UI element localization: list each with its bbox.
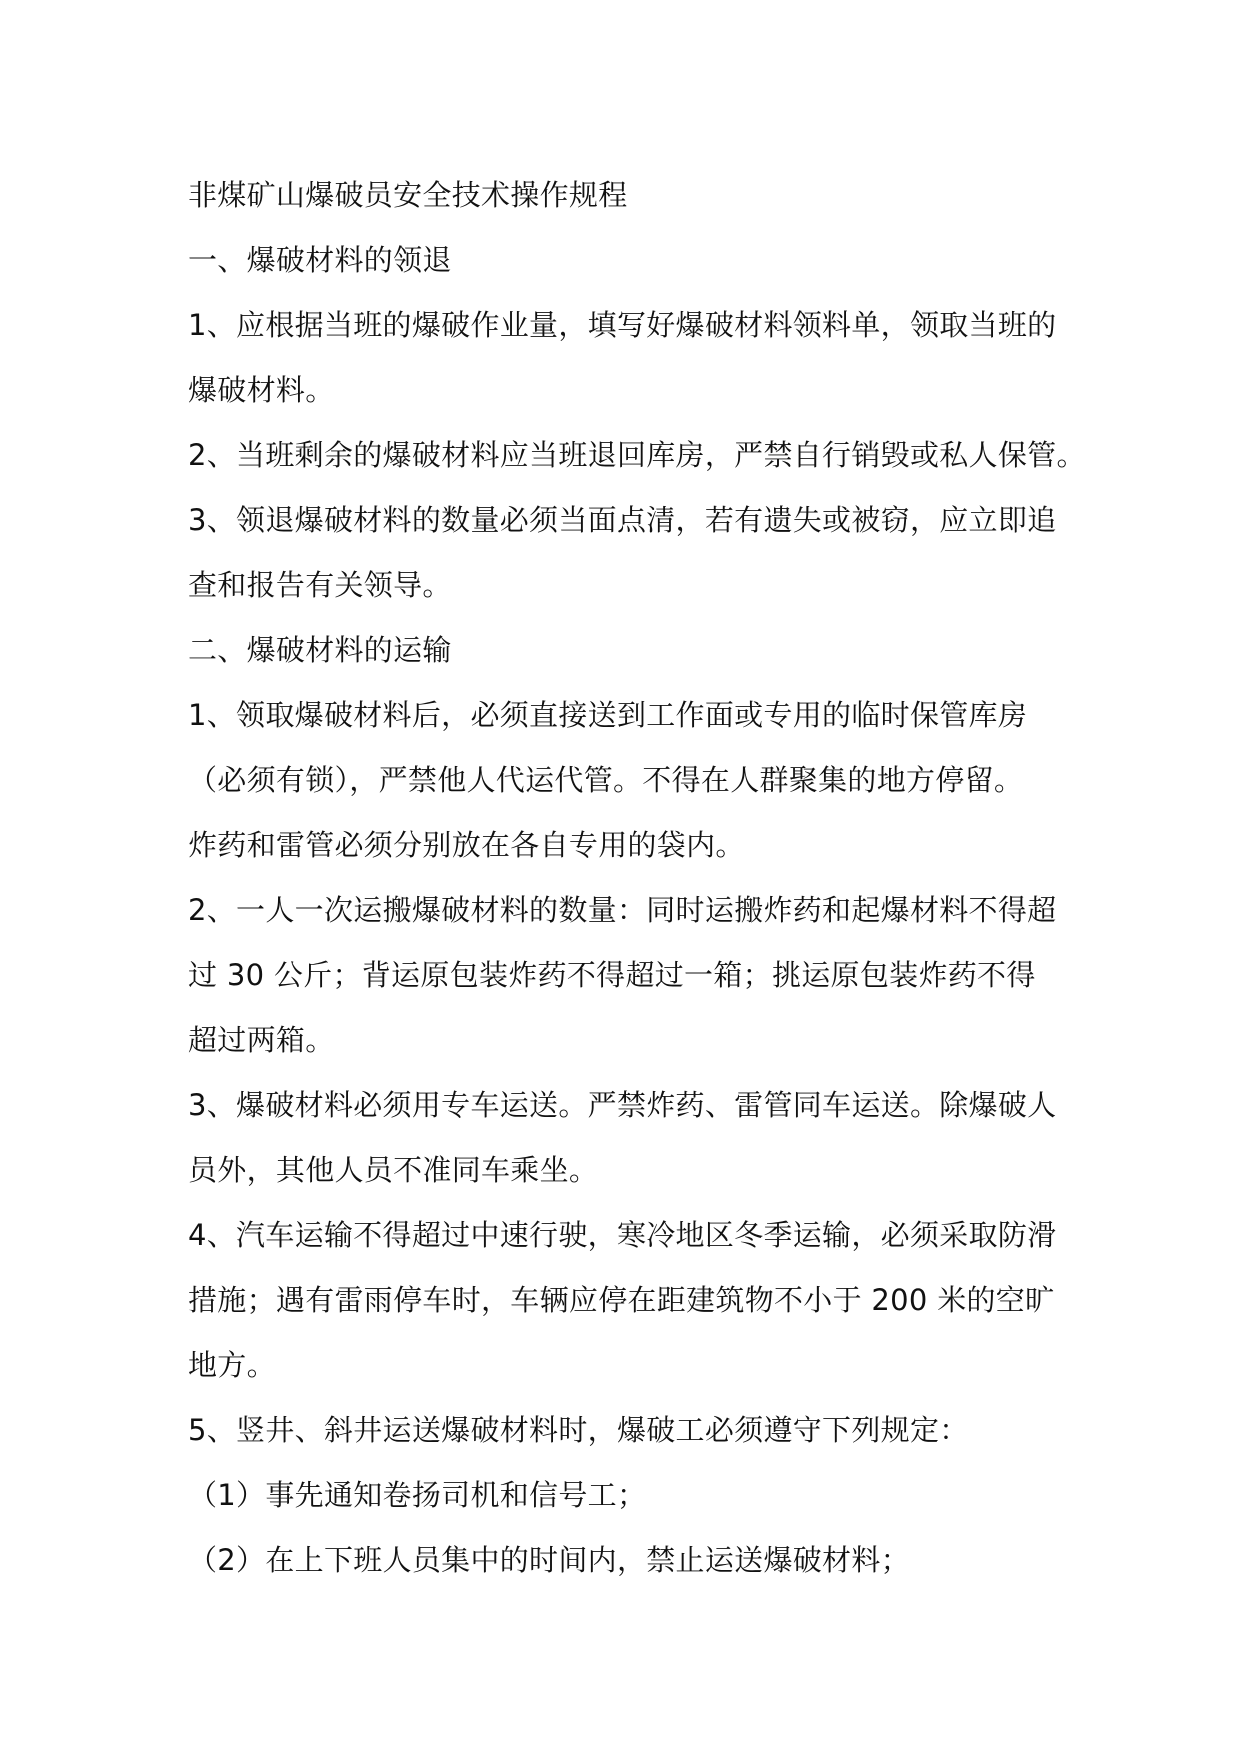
text-line: 1、应根据当班的爆破作业量，填写好爆破材料领料单，领取当班的 [188,308,1057,342]
document-body [188,163,1088,1593]
text-line: （必须有锁），严禁他人代运代管。不得在人群聚集的地方停留。 [188,763,1024,797]
document-title: 非煤矿山爆破员安全技术操作规程 [188,178,628,212]
text-line: 1、领取爆破材料后，必须直接送到工作面或专用的临时保管库房 [188,698,1028,732]
text-line: 员外，其他人员不准同车乘坐。 [188,1153,599,1187]
text-line: （1）事先通知卷扬司机和信号工； [188,1478,647,1512]
text-line: 3、领退爆破材料的数量必须当面点清，若有遗失或被窃，应立即追 [188,503,1057,537]
text-line: 3、爆破材料必须用专车运送。严禁炸药、雷管同车运送。除爆破人 [188,1088,1057,1122]
section-heading-2: 二、爆破材料的运输 [188,633,452,667]
section-heading-1: 一、爆破材料的领退 [188,243,452,277]
text-line: 查和报告有关领导。 [188,568,452,602]
text-line: 2、当班剩余的爆破材料应当班退回库房，严禁自行销毁或私人保管。 [188,438,1086,472]
text-line: 5、竖井、斜井运送爆破材料时，爆破工必须遵守下列规定： [188,1413,969,1447]
text-line: 2、一人一次运搬爆破材料的数量：同时运搬炸药和起爆材料不得超 [188,893,1057,927]
text-line: 措施；遇有雷雨停车时，车辆应停在距建筑物不小于 200 米的空旷 [188,1283,1055,1317]
text-line: 炸药和雷管必须分别放在各自专用的袋内。 [188,828,745,862]
text-line: 爆破材料。 [188,373,335,407]
text-line: 过 30 公斤；背运原包装炸药不得超过一箱；挑运原包装炸药不得 [188,958,1036,992]
text-line: 地方。 [188,1348,276,1382]
text-line: （2）在上下班人员集中的时间内，禁止运送爆破材料； [188,1543,910,1577]
text-line: 4、汽车运输不得超过中速行驶，寒冷地区冬季运输，必须采取防滑 [188,1218,1057,1252]
text-line: 超过两箱。 [188,1023,335,1057]
